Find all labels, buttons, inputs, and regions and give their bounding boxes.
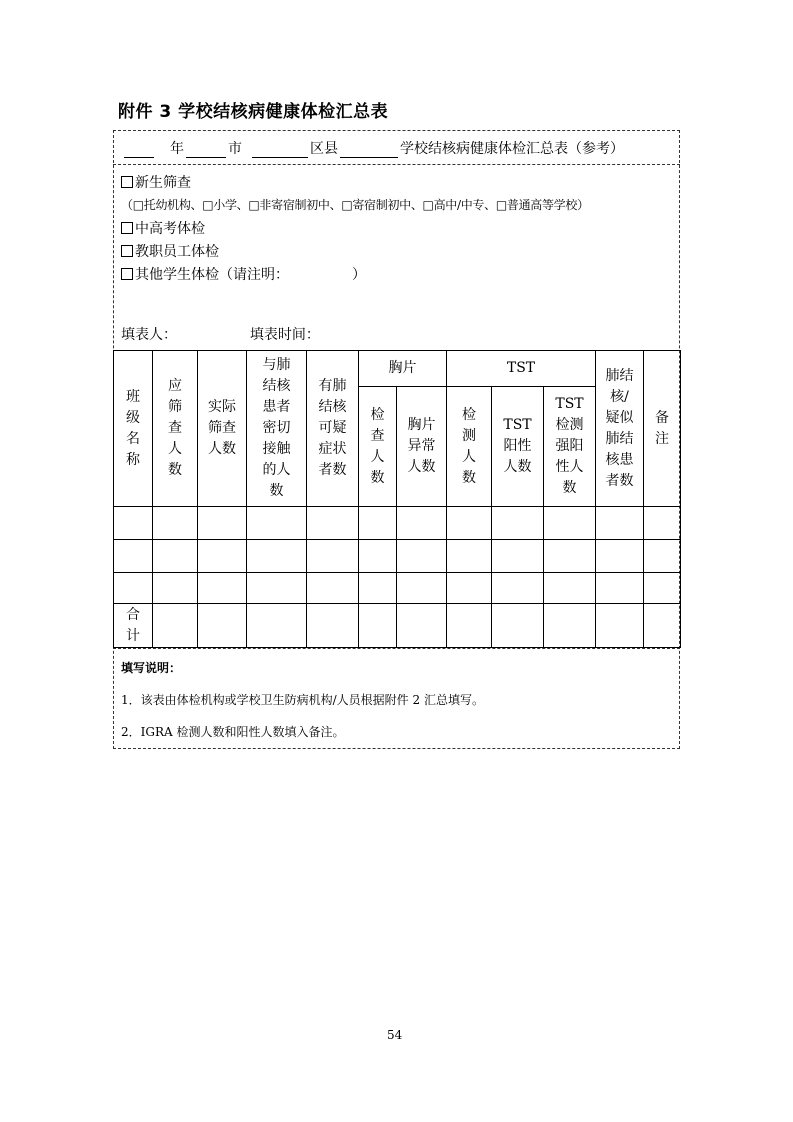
- district-label: 区县: [310, 141, 338, 157]
- filler-label: 填表人：: [121, 327, 177, 343]
- city-label: 市: [228, 141, 242, 157]
- option-exam[interactable]: 中高考体检: [121, 218, 205, 238]
- divider: [113, 164, 680, 165]
- checkbox-icon[interactable]: [121, 176, 133, 188]
- year-blank[interactable]: [124, 143, 154, 158]
- checkbox-icon[interactable]: [121, 268, 133, 280]
- option-staff[interactable]: 教职员工体检: [121, 241, 219, 261]
- total-label: 合计: [114, 604, 153, 648]
- col-xray-checked-header: 检查人数: [359, 387, 397, 507]
- checkbox-icon[interactable]: [121, 245, 133, 257]
- total-row: [114, 604, 681, 648]
- form-name: 学校结核病健康体检汇总表（参考）: [400, 141, 624, 157]
- note-item-2: 2．IGRA 检测人数和阳性人数填入备注。: [121, 725, 345, 739]
- col-actual-header: 实际筛查人数: [198, 351, 247, 507]
- option-other[interactable]: 其他学生体检（请注明： ）: [121, 264, 366, 284]
- col-tst-checked-header: 检测人数: [447, 387, 492, 507]
- document-title: 附件 3 学校结核病健康体检汇总表: [118, 102, 389, 122]
- option-new-student[interactable]: 新生筛查: [121, 172, 191, 192]
- page-number: 54: [387, 1028, 403, 1042]
- new-student-types: （□托幼机构、□小学、□非寄宿制初中、□寄宿制初中、□高中/中专、□普通高等学校）: [121, 198, 589, 212]
- fill-info: [121, 324, 320, 344]
- district-blank[interactable]: [252, 143, 308, 158]
- form-header-line: [122, 138, 624, 158]
- table-row: [114, 573, 681, 604]
- checkbox-icon[interactable]: [121, 222, 133, 234]
- group-xray-header: 胸片: [359, 351, 447, 387]
- col-remarks-header: 备注: [644, 351, 681, 507]
- year-label: 年: [170, 141, 184, 157]
- fill-time-label: 填表时间：: [249, 327, 320, 343]
- school-blank[interactable]: [340, 143, 398, 158]
- city-blank[interactable]: [186, 143, 226, 158]
- col-contact-header: 与肺结核患者密切接触的人数: [247, 351, 307, 507]
- col-due-header: 应筛查人数: [153, 351, 198, 507]
- notes-title: 填写说明：: [121, 661, 182, 675]
- group-tst-header: TST: [447, 351, 596, 387]
- col-class-header: 班级名称: [114, 351, 153, 507]
- col-tst-positive-header: TST阳性人数: [492, 387, 544, 507]
- table-row: [114, 540, 681, 573]
- summary-table: [113, 350, 681, 648]
- col-suspect-header: 有肺结核可疑症状者数: [307, 351, 359, 507]
- divider: [113, 648, 680, 649]
- col-tb-cases-header: 肺结核/疑似肺结核患者数: [596, 351, 644, 507]
- col-xray-abnormal-header: 胸片异常人数: [397, 387, 447, 507]
- note-item-1: 1．该表由体检机构或学校卫生防病机构/人员根据附件 2 汇总填写。: [121, 693, 484, 707]
- table-row: [114, 507, 681, 540]
- col-tst-strong-header: TST检测强阳性人数: [544, 387, 596, 507]
